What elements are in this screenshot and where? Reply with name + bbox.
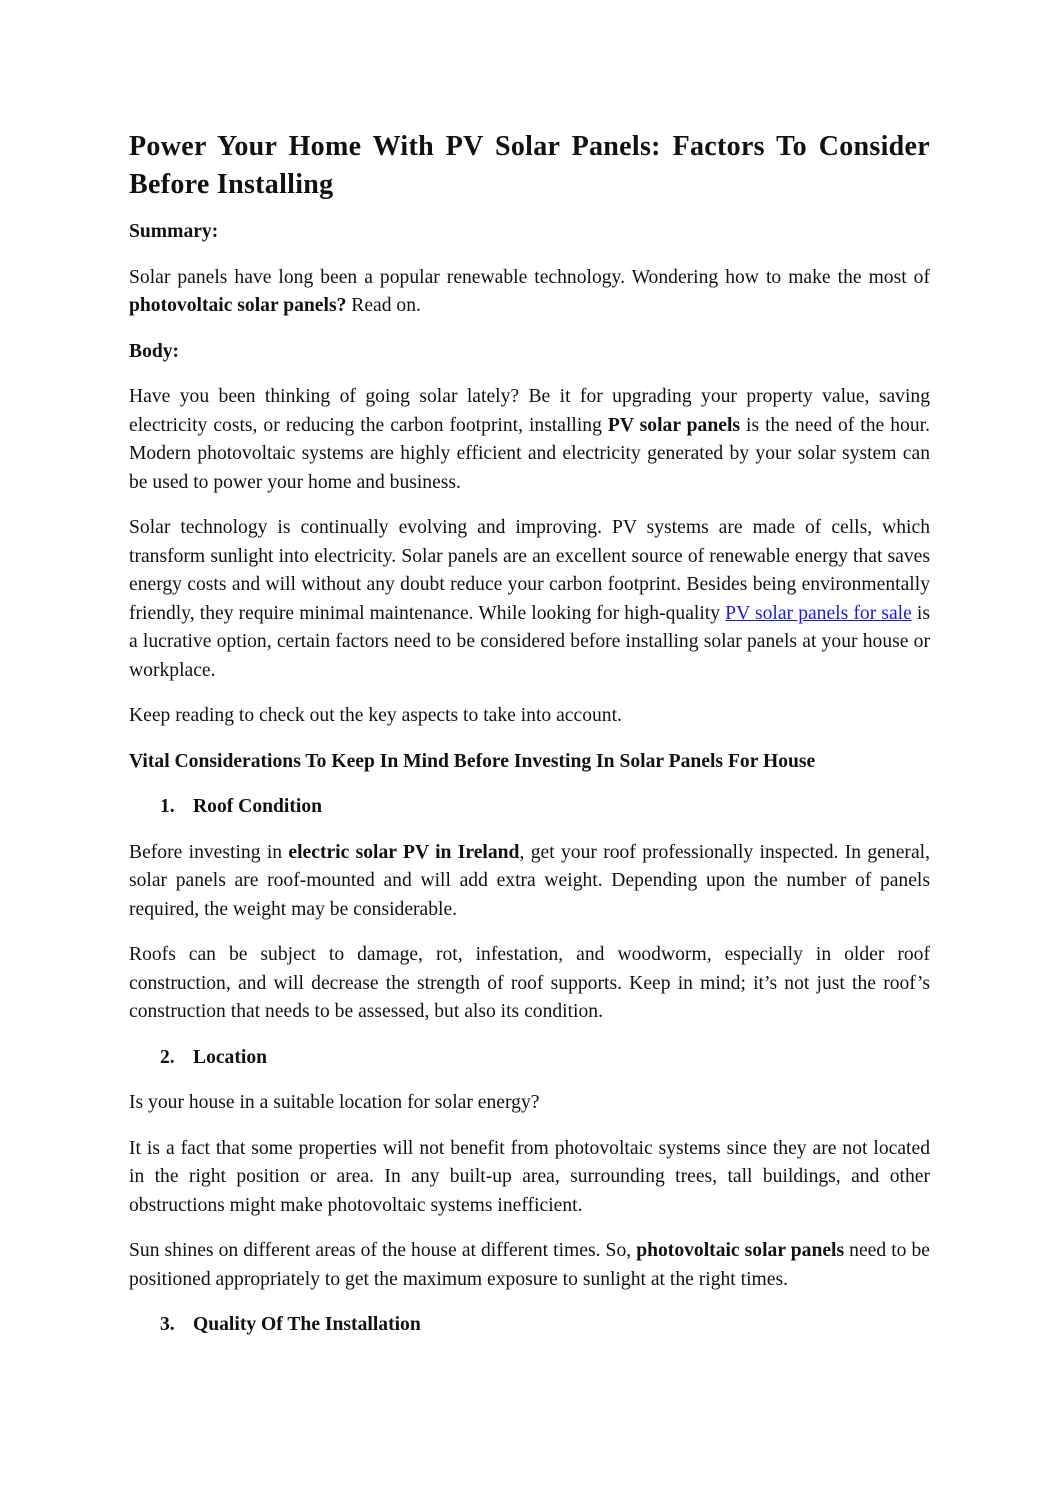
location-paragraph-3: Sun shines on different areas of the house at different times. So, photovoltaic solar panels need to be positioned appropriately to get the maximum exposure to sunlight at the right times. [129, 1240, 930, 1290]
considerations-heading: Vital Considerations To Keep In Mind Before Investing In Solar Panels For House [129, 750, 816, 772]
body-label: Body: [129, 340, 180, 362]
section-heading-location: 2. Location [160, 1046, 268, 1068]
roof-paragraph-2: Roofs can be subject to damage, rot, infestation, and woodworm, especially in older roof construction, and will decrease the strength of roof supports. Keep in mind; it’s not just the roof’s construction that needs to be assessed, but also its condition. [129, 944, 930, 1022]
document-title: Power Your Home With PV Solar Panels: Factors To Consider Before Installing [129, 131, 930, 200]
location-paragraph-1: Is your house in a suitable location for solar energy? [129, 1092, 540, 1113]
section-heading-quality-of-installation: 3. Quality Of The Installation [160, 1314, 421, 1335]
roof-paragraph-1: Before investing in electric solar PV in Ireland, get your roof professionally inspected. In general, solar panels are roof-mounted and will add extra weight. Depending upon the number of panels required, the weight may be considerable. [129, 841, 930, 920]
body-paragraph-2: Solar technology is continually evolving and improving. PV systems are made of cells, which transform sunlight into electricity. Solar panels are an excellent source of renewable energy that saves energy costs and will without any doubt reduce your carbon footprint. Besides being environmentally friendly, they require minimal maintenance. While looking for high-quality PV solar panels for sale is a lucrative option, certain factors need to be considered before installing solar panels at your house or workplace. [129, 517, 930, 681]
section-heading-roof-condition: 1. Roof Condition [160, 796, 323, 817]
location-paragraph-2: It is a fact that some properties will not benefit from photovoltaic systems since they are not located in the right position or area. In any built-up area, surrounding trees, tall buildings, and other obstructions might make photovoltaic systems inefficient. [129, 1137, 930, 1216]
pv-solar-panels-for-sale-link[interactable]: PV solar panels for sale [725, 602, 912, 624]
document-page [129, 128, 930, 1357]
body-paragraph-3: Keep reading to check out the key aspects to take into account. [129, 705, 622, 726]
body-paragraph-1: Have you been thinking of going solar lately? Be it for upgrading your property value, saving electricity costs, or reducing the carbon footprint, installing PV solar panels is the need of the hour. Modern photovoltaic systems are highly efficient and electricity generated by your solar system can be used to power your home and business. [129, 386, 930, 493]
summary-label: Summary: [129, 221, 219, 242]
summary-paragraph: Solar panels have long been a popular renewable technology. Wondering how to make the most of photovoltaic solar panels? Read on. [129, 266, 930, 316]
